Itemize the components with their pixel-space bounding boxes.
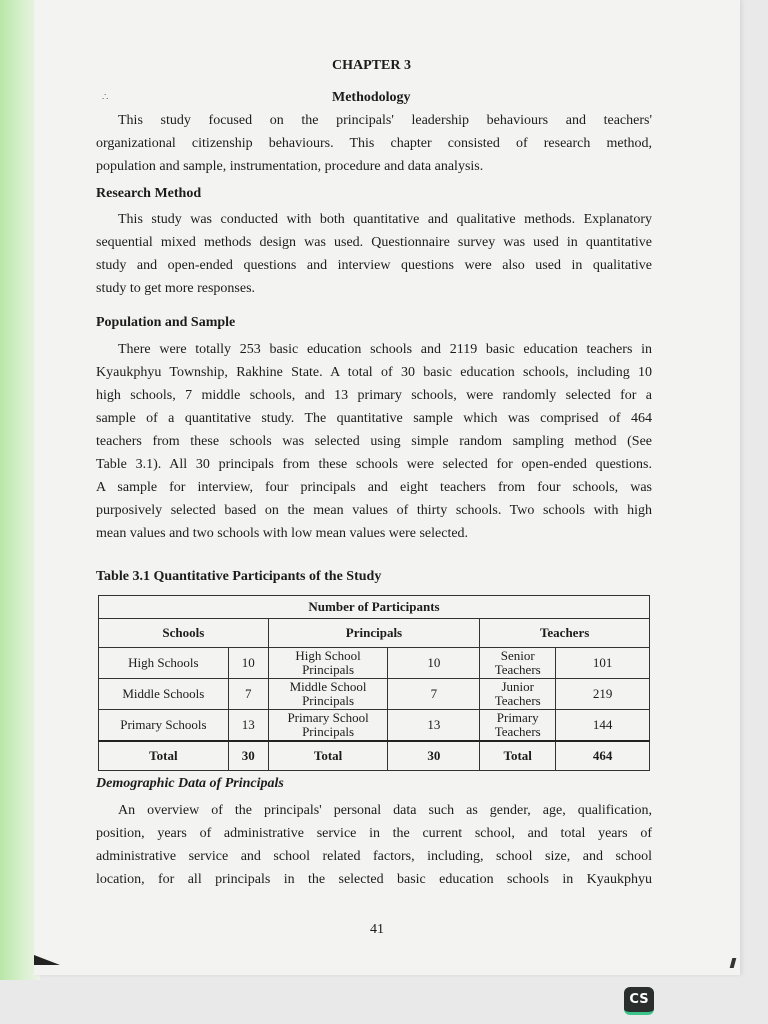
population-paragraph: [96, 338, 652, 545]
demographic-paragraph: [96, 799, 652, 891]
chapter-heading: CHAPTER 3: [332, 58, 411, 73]
text-line: This study focused on the principals' leadership behaviours and teachers': [118, 113, 652, 128]
section-title: Methodology: [332, 90, 411, 105]
principal-type-cell: Primary School Principals: [268, 710, 388, 742]
text-line: high schools, 7 middle schools, and 13 primary schools, were randomly selected for a: [96, 388, 652, 403]
text-line: population and sample, instrumentation, procedure and data analysis.: [96, 159, 484, 174]
total-principal-label: Total: [268, 741, 388, 771]
text-line: administrative service and school related factors, including, school size, and school: [96, 849, 652, 864]
total-teacher-count: 464: [556, 741, 650, 771]
principal-type-cell: Middle School Principals: [268, 679, 388, 710]
teacher-type-cell: Senior Teachers: [480, 648, 556, 679]
header-teachers: Teachers: [480, 619, 650, 648]
principal-count-cell: 7: [388, 679, 480, 710]
school-type-cell: High Schools: [99, 648, 229, 679]
teacher-count-cell: 219: [556, 679, 650, 710]
total-principal-count: 30: [388, 741, 480, 771]
teacher-type-cell: Primary Teachers: [480, 710, 556, 742]
scan-speck: ∴: [102, 92, 109, 103]
text-line: Kyaukphyu Township, Rakhine State. A total of 30 basic education schools, including 10: [96, 365, 652, 380]
table-header-row: [99, 619, 650, 648]
text-line: purposively selected based on the mean values of thirty schools. Two schools with high: [96, 503, 652, 518]
text-line: position, years of administrative service in the current school, and total years of: [96, 826, 652, 841]
school-count-cell: 7: [228, 679, 268, 710]
table-row: [99, 648, 650, 679]
text-line: sample of a quantitative study. The quantitative sample which was comprised of 464: [96, 411, 652, 426]
text-line: An overview of the principals' personal data such as gender, age, qualification,: [118, 803, 652, 818]
table-caption: Table 3.1 Quantitative Participants of the Study: [96, 569, 382, 584]
school-type-cell: Primary Schools: [99, 710, 229, 742]
school-type-cell: Middle Schools: [99, 679, 229, 710]
header-schools: Schools: [99, 619, 269, 648]
teacher-type-cell: Junior Teachers: [480, 679, 556, 710]
research-method-paragraph: [96, 208, 652, 300]
school-count-cell: 13: [228, 710, 268, 742]
super-header-cell: Number of Participants: [99, 596, 650, 619]
text-line: sequential mixed methods design was used. Questionnaire survey was used in quantitative: [96, 235, 652, 250]
principal-count-cell: 13: [388, 710, 480, 742]
school-count-cell: 10: [228, 648, 268, 679]
text-line: A sample for interview, four principals and eight teachers from four schools, was: [96, 480, 652, 495]
scanner-app-badge[interactable]: CS: [624, 987, 654, 1015]
header-principals: Principals: [268, 619, 480, 648]
page-number: 41: [370, 922, 384, 937]
text-line: teachers from these schools was selected using simple random sampling method (See: [96, 434, 652, 449]
total-teacher-label: Total: [480, 741, 556, 771]
text-line: location, for all principals in the selected basic education schools in Kyaukphyu: [96, 872, 652, 887]
total-school-count: 30: [228, 741, 268, 771]
participants-table: [98, 595, 650, 771]
teacher-count-cell: 144: [556, 710, 650, 742]
teacher-count-cell: 101: [556, 648, 650, 679]
table-row: [99, 679, 650, 710]
text-line: organizational citizenship behaviours. This chapter consisted of research method,: [96, 136, 652, 151]
table-total-row: [99, 741, 650, 771]
principal-count-cell: 10: [388, 648, 480, 679]
table-row: [99, 710, 650, 742]
text-line: This study was conducted with both quantitative and qualitative methods. Explanatory: [118, 212, 652, 227]
total-label-cell: Total: [99, 741, 229, 771]
text-line: study to get more responses.: [96, 281, 256, 296]
demographic-heading: Demographic Data of Principals: [96, 776, 284, 791]
table-super-header-row: [99, 596, 650, 619]
principal-type-cell: High School Principals: [268, 648, 388, 679]
text-line: There were totally 253 basic education schools and 2119 basic education teachers in: [118, 342, 652, 357]
research-method-heading: Research Method: [96, 186, 202, 201]
text-line: mean values and two schools with low mean values were selected.: [96, 526, 469, 541]
intro-paragraph: [96, 109, 652, 178]
text-line: study and open-ended questions and interview questions were also used in qualitative: [96, 258, 652, 273]
page-corner-shadow: [34, 955, 60, 965]
population-heading: Population and Sample: [96, 315, 236, 330]
text-line: Table 3.1). All 30 principals from these schools were selected for open-ended questions.: [96, 457, 652, 472]
